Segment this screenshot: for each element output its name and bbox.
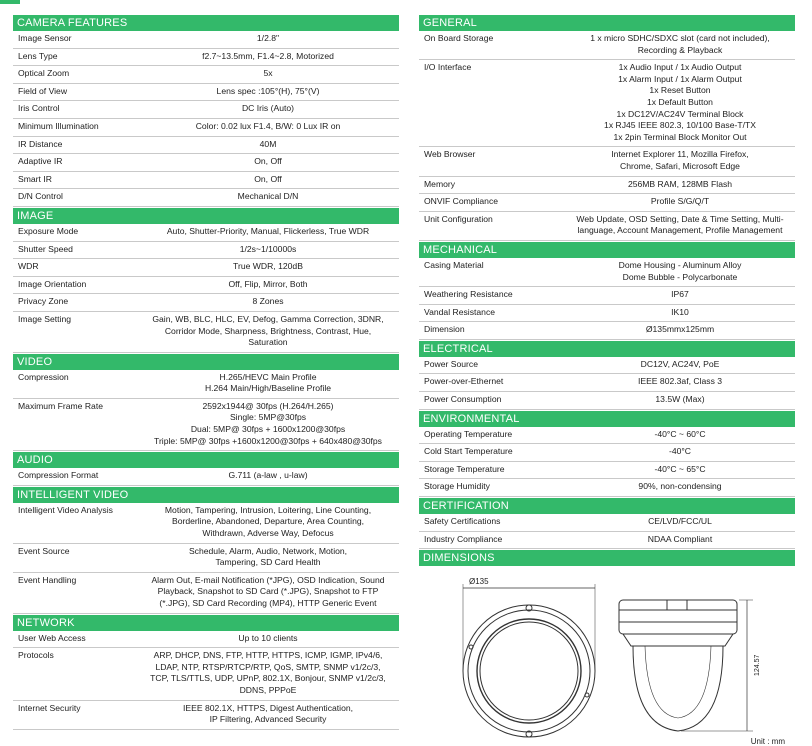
spec-label: IR Distance: [18, 138, 63, 149]
spec-label: Privacy Zone: [18, 296, 69, 307]
spec-value: [569, 464, 795, 476]
spec-label: Power Source: [424, 358, 478, 369]
spec-value: [143, 191, 399, 203]
spec-value-line: -40°C ~ 65°C: [654, 463, 706, 474]
spec-value-line: language, Account Management, Profile Management: [577, 225, 783, 236]
spec-label: Industry Compliance: [424, 533, 503, 544]
spec-value-line: Alarm Out, E-mail Notification (*JPG), OSD Indication, Sound: [151, 574, 385, 585]
spec-value-line: On, Off: [254, 156, 282, 167]
spec-value-line: H.265/HEVC Main Profile: [219, 371, 317, 382]
spec-value: [143, 261, 399, 273]
spec-value-line: IK10: [671, 306, 689, 317]
spec-value-line: NDAA Compliant: [647, 533, 713, 544]
spec-row-wdr: [13, 259, 399, 277]
spec-row-intelligent-video-analysis: [13, 503, 399, 544]
spec-label: Event Source: [18, 545, 70, 556]
spec-row-internet-security: [13, 701, 399, 730]
spec-row-web-browser: [419, 147, 795, 176]
spec-label: Image Orientation: [18, 278, 87, 289]
spec-value: [569, 324, 795, 336]
housing-notch: [667, 600, 687, 610]
spec-row-d-n-control: [13, 189, 399, 207]
right-sections: [419, 15, 795, 566]
spec-value: [143, 633, 399, 645]
spec-value-line: 1x Reset Button: [649, 85, 711, 96]
spec-value-line: -40°C ~ 60°C: [654, 428, 706, 439]
spec-value: [143, 650, 399, 696]
right-spec-column: [419, 14, 795, 746]
spec-row-power-over-ethernet: [419, 374, 795, 392]
spec-value-line: Withdrawn, Adverse Way, Defocus: [202, 528, 334, 539]
spec-row-ir-distance: [13, 137, 399, 155]
spec-row-compression: [13, 370, 399, 399]
spec-value-line: Chrome, Safari, Microsoft Edge: [620, 160, 740, 171]
housing-skirt: [623, 634, 733, 646]
spec-label: Lens Type: [18, 50, 58, 61]
section-header-audio: AUDIO: [13, 452, 399, 468]
spec-label: Unit Configuration: [424, 213, 493, 224]
spec-value: [143, 244, 399, 256]
spec-value-line: Corridor Mode, Sharpness, Brightness, Contrast, Hue,: [164, 325, 372, 336]
spec-value-line: DC Iris (Auto): [241, 103, 295, 114]
unit-label: Unit : mm: [750, 737, 785, 746]
spec-value-line: DC12V, AC24V, PoE: [640, 358, 720, 369]
spec-row-weathering-resistance: [419, 287, 795, 305]
spec-value-line: 1x Default Button: [647, 96, 713, 107]
spec-row-adaptive-ir: [13, 154, 399, 172]
spec-value-line: ARP, DHCP, DNS, FTP, HTTP, HTTPS, ICMP, IGMP, IPv4/6,: [153, 650, 383, 661]
spec-value: [143, 103, 399, 115]
spec-row-compression-format: [13, 468, 399, 486]
spec-value-line: IEEE 802.1X, HTTPS, Digest Authentication,: [182, 702, 354, 713]
spec-value-line: Dual: 5MP@ 30fps + 1600x1200@30fps: [190, 424, 346, 435]
spec-value-line: 256MB RAM, 128MB Flash: [627, 178, 733, 189]
spec-value-line: 5x: [263, 68, 273, 79]
spec-value: [569, 394, 795, 406]
spec-value-line: 1/2.8": [256, 33, 280, 43]
section-header-image: IMAGE: [13, 208, 399, 224]
spec-value: [143, 226, 399, 238]
spec-label: Smart IR: [18, 173, 52, 184]
spec-value-line: Profile S/G/Q/T: [650, 196, 710, 207]
spec-row-on-board-storage: [419, 31, 795, 60]
section-header-network: NETWORK: [13, 615, 399, 631]
height-label: 124.57: [754, 654, 761, 677]
spec-label: Web Browser: [424, 149, 476, 160]
section-rows-mechanical: [419, 258, 795, 340]
spec-value: [569, 260, 795, 283]
spec-value: [143, 546, 399, 569]
spec-label: Operating Temperature: [424, 428, 513, 439]
spec-label: Vandal Resistance: [424, 306, 496, 317]
section-header-dimensions: DIMENSIONS: [419, 550, 795, 566]
spec-row-exposure-mode: [13, 224, 399, 242]
spec-value: [569, 359, 795, 371]
spec-row-image-sensor: [13, 31, 399, 49]
spec-value-line: True WDR, 120dB: [233, 261, 303, 272]
section-rows-network: [13, 631, 399, 730]
spec-value-line: IP Filtering, Advanced Security: [209, 714, 327, 725]
spec-value: [143, 86, 399, 98]
dimension-svg: [419, 566, 795, 746]
spec-value-line: IP67: [671, 289, 689, 300]
diameter-label: Ø135: [469, 577, 489, 587]
spec-value: [569, 307, 795, 319]
spec-row-minimum-illumination: [13, 119, 399, 137]
spec-row-onvif-compliance: [419, 194, 795, 212]
spec-label: Image Sensor: [18, 33, 72, 43]
spec-row-image-orientation: [13, 277, 399, 295]
spec-label: Dimension: [424, 324, 465, 335]
spec-row-event-handling: [13, 573, 399, 614]
spec-label: Optical Zoom: [18, 68, 70, 79]
section-header-mechanical: MECHANICAL: [419, 242, 795, 258]
spec-value-line: 40M: [259, 138, 277, 149]
spec-label: Image Setting: [18, 313, 72, 324]
spec-row-storage-temperature: [419, 462, 795, 480]
spec-value-line: On, Off: [254, 173, 282, 184]
spec-value-line: Borderline, Abandoned, Departure, Area Counting,: [171, 516, 365, 527]
outer-ring: [463, 605, 595, 737]
spec-row-iris-control: [13, 101, 399, 119]
spec-value-line: Saturation: [248, 337, 288, 348]
spec-label: Intelligent Video Analysis: [18, 504, 113, 515]
spec-label: WDR: [18, 261, 39, 272]
spec-label: Storage Humidity: [424, 481, 490, 492]
spec-label: Iris Control: [18, 103, 60, 114]
spec-value: [143, 121, 399, 133]
bubble-inner: [480, 622, 578, 720]
spec-value: [569, 534, 795, 546]
spec-row-memory: [419, 177, 795, 195]
section-rows-electrical: [419, 357, 795, 410]
spec-label: Storage Temperature: [424, 463, 505, 474]
section-rows-video: [13, 370, 399, 452]
spec-row-protocols: [13, 648, 399, 700]
section-rows-audio: [13, 468, 399, 486]
spec-row-vandal-resistance: [419, 305, 795, 323]
spec-value-line: Lens spec :105°(H), 75°(V): [216, 85, 320, 96]
spec-row-power-source: [419, 357, 795, 375]
spec-value-line: f2.7~13.5mm, F1.4~2.8, Motorized: [202, 50, 334, 61]
spec-label: I/O Interface: [424, 62, 472, 73]
spec-value-line: 1/2s~1/10000s: [239, 243, 297, 254]
spec-label: ONVIF Compliance: [424, 196, 499, 207]
spec-value: [569, 196, 795, 208]
spec-value: [569, 179, 795, 191]
spec-value: [143, 174, 399, 186]
section-header-intelligent-video: INTELLIGENT VIDEO: [13, 487, 399, 503]
spec-label: Cold Start Temperature: [424, 446, 513, 457]
spec-value: [143, 68, 399, 80]
spec-row-casing-material: [419, 258, 795, 287]
spec-value-line: DDNS, PPPoE: [239, 684, 297, 695]
spec-value-line: Internet Explorer 11, Mozilla Firefox,: [611, 149, 749, 160]
spec-value: [143, 33, 399, 45]
spec-row-field-of-view: [13, 84, 399, 102]
spec-row-power-consumption: [419, 392, 795, 410]
spec-value: [569, 516, 795, 528]
spec-value: [143, 372, 399, 395]
section-rows-general: [419, 31, 795, 241]
corner-accent: [0, 0, 20, 4]
section-header-electrical: ELECTRICAL: [419, 341, 795, 357]
spec-label: Memory: [424, 178, 456, 189]
spec-label: Power Consumption: [424, 394, 502, 405]
spec-value-line: H.264 Main/High/Baseline Profile: [204, 383, 332, 394]
spec-value-line: Schedule, Alarm, Audio, Network, Motion,: [188, 545, 348, 556]
spec-value-line: 1x 2pin Terminal Block Monitor Out: [613, 131, 747, 142]
section-rows-certification: [419, 514, 795, 549]
spec-row-privacy-zone: [13, 294, 399, 312]
spec-value-line: -40°C: [668, 446, 692, 457]
spec-label: Protocols: [18, 650, 54, 661]
spec-value-line: Off, Flip, Mirror, Both: [228, 278, 308, 289]
dome-lens-outline: [645, 646, 711, 718]
spec-value: [143, 703, 399, 726]
spec-row-cold-start-temperature: [419, 444, 795, 462]
spec-value-line: Gain, WB, BLC, HLC, EV, Defog, Gamma Correction, 3DNR,: [152, 313, 384, 324]
spec-value-line: Mechanical D/N: [237, 191, 299, 202]
housing-top: [619, 600, 737, 634]
spec-value-line: Web Update, OSD Setting, Date & Time Setting, Multi-: [576, 213, 784, 224]
spec-value-line: (*.JPG), SD Card Recording (MP4), HTTP Generic Event: [159, 598, 377, 608]
spec-value: [569, 62, 795, 143]
spec-value-line: Motion, Tampering, Intrusion, Loitering, Line Counting,: [164, 504, 372, 515]
spec-label: Power-over-Ethernet: [424, 376, 504, 387]
spec-value-line: Ø135mmx125mm: [645, 324, 715, 335]
spec-value-line: Triple: 5MP@ 30fps +1600x1200@30fps + 640x480@30fps: [154, 435, 382, 446]
spec-value-line: 1 x micro SDHC/SDXC slot (card not included),: [590, 33, 770, 43]
spec-label: Casing Material: [424, 259, 484, 270]
spec-row-dimension: [419, 322, 795, 340]
spec-label: Shutter Speed: [18, 243, 73, 254]
section-header-camera-features: CAMERA FEATURES: [13, 15, 399, 31]
spec-value: [569, 481, 795, 493]
spec-value-line: Dome Bubble - Polycarbonate: [622, 271, 738, 282]
section-rows-image: [13, 224, 399, 353]
spec-row-maximum-frame-rate: [13, 399, 399, 451]
spec-value-line: Up to 10 clients: [238, 632, 298, 643]
spec-value-line: Auto, Shutter-Priority, Manual, Flickerless, True WDR: [166, 225, 370, 236]
spec-value-line: Tampering, SD Card Health: [215, 557, 321, 568]
spec-label: Adaptive IR: [18, 156, 63, 167]
spec-value-line: 8 Zones: [252, 296, 284, 307]
section-rows-camera-features: [13, 31, 399, 207]
spec-label: D/N Control: [18, 191, 63, 202]
spec-label: Internet Security: [18, 702, 81, 713]
section-rows-intelligent-video: [13, 503, 399, 614]
section-header-general: GENERAL: [419, 15, 795, 31]
spec-label: Field of View: [18, 85, 68, 96]
spec-label: User Web Access: [18, 632, 86, 643]
spec-value-line: 13.5W (Max): [655, 394, 705, 405]
spec-label: Compression: [18, 371, 69, 382]
spec-row-operating-temperature: [419, 427, 795, 445]
spec-label: Weathering Resistance: [424, 289, 513, 300]
spec-row-image-setting: [13, 312, 399, 353]
left-spec-column: [13, 14, 399, 730]
spec-value-line: 1x Audio Input / 1x Audio Output: [618, 62, 742, 73]
spec-label: Exposure Mode: [18, 225, 79, 236]
spec-value-line: 2592x1944@ 30fps (H.264/H.265): [202, 400, 334, 411]
spec-value-line: Playback, Snapshot to SD Card (*.JPG), Snapshot to FTP: [157, 586, 379, 597]
spec-value-line: CE/LVD/FCC/UL: [648, 516, 712, 527]
spec-value: [143, 156, 399, 168]
spec-value-line: 1x DC12V/AC24V Terminal Block: [616, 108, 744, 119]
spec-value: [143, 139, 399, 151]
spec-label: Compression Format: [18, 470, 99, 481]
spec-value-line: Single: 5MP@30fps: [229, 412, 307, 423]
spec-row-i-o-interface: [419, 60, 795, 147]
spec-value: [143, 505, 399, 540]
spec-value: [569, 446, 795, 458]
spec-value: [569, 214, 795, 237]
spec-value-line: 1x RJ45 IEEE 802.3, 10/100 Base-T/TX: [604, 120, 756, 131]
bubble-ring: [477, 619, 581, 723]
spec-value: [569, 429, 795, 441]
spec-value: [143, 51, 399, 63]
spec-value-line: Recording & Playback: [637, 44, 723, 55]
spec-label: Event Handling: [18, 574, 77, 585]
section-header-environmental: ENVIRONMENTAL: [419, 411, 795, 427]
spec-row-storage-humidity: [419, 479, 795, 497]
spec-value: [143, 575, 399, 610]
spec-row-lens-type: [13, 49, 399, 67]
section-header-video: VIDEO: [13, 354, 399, 370]
spec-row-unit-configuration: [419, 212, 795, 241]
spec-row-user-web-access: [13, 631, 399, 649]
top-view-drawing: [463, 584, 595, 737]
spec-label: Maximum Frame Rate: [18, 400, 103, 411]
spec-row-optical-zoom: [13, 66, 399, 84]
spec-value: [569, 289, 795, 301]
spec-row-industry-compliance: [419, 532, 795, 550]
spec-value: [569, 33, 795, 56]
spec-value-line: TCP, TLS/TTLS, UDP, UPnP, 802.1X, Bonjour, SNMP v1/2c/3,: [150, 673, 386, 684]
spec-value: [143, 314, 399, 349]
spec-value-line: IEEE 802.3af, Class 3: [637, 376, 723, 387]
spec-value: [143, 296, 399, 308]
spec-label: Minimum Illumination: [18, 120, 99, 131]
spec-value-line: 90%, non-condensing: [638, 481, 722, 492]
spec-value-line: Color: 0.02 lux F1.4, B/W: 0 Lux IR on: [195, 120, 341, 131]
spec-row-safety-certifications: [419, 514, 795, 532]
spec-value: [569, 376, 795, 388]
spec-value: [143, 401, 399, 447]
dimension-drawing: [419, 566, 795, 746]
section-header-certification: CERTIFICATION: [419, 498, 795, 514]
spec-row-event-source: [13, 544, 399, 573]
outer-ring-inner: [468, 610, 590, 732]
spec-value-line: G.711 (a-law , u-law): [228, 470, 308, 481]
spec-value: [143, 470, 399, 482]
section-rows-environmental: [419, 427, 795, 497]
side-view-drawing: [619, 600, 753, 731]
spec-value-line: 1x Alarm Input / 1x Alarm Output: [618, 73, 742, 84]
spec-row-smart-ir: [13, 172, 399, 190]
spec-label: On Board Storage: [424, 33, 494, 43]
spec-value: [569, 149, 795, 172]
spec-value-line: Dome Housing - Aluminum Alloy: [618, 259, 742, 270]
spec-row-shutter-speed: [13, 242, 399, 260]
spec-value-line: LDAP, NTP, RTSP/RTCP/RTP, QoS, SMTP, SNMP v1/2c/3,: [155, 661, 381, 672]
spec-value: [143, 279, 399, 291]
spec-label: Safety Certifications: [424, 516, 501, 527]
